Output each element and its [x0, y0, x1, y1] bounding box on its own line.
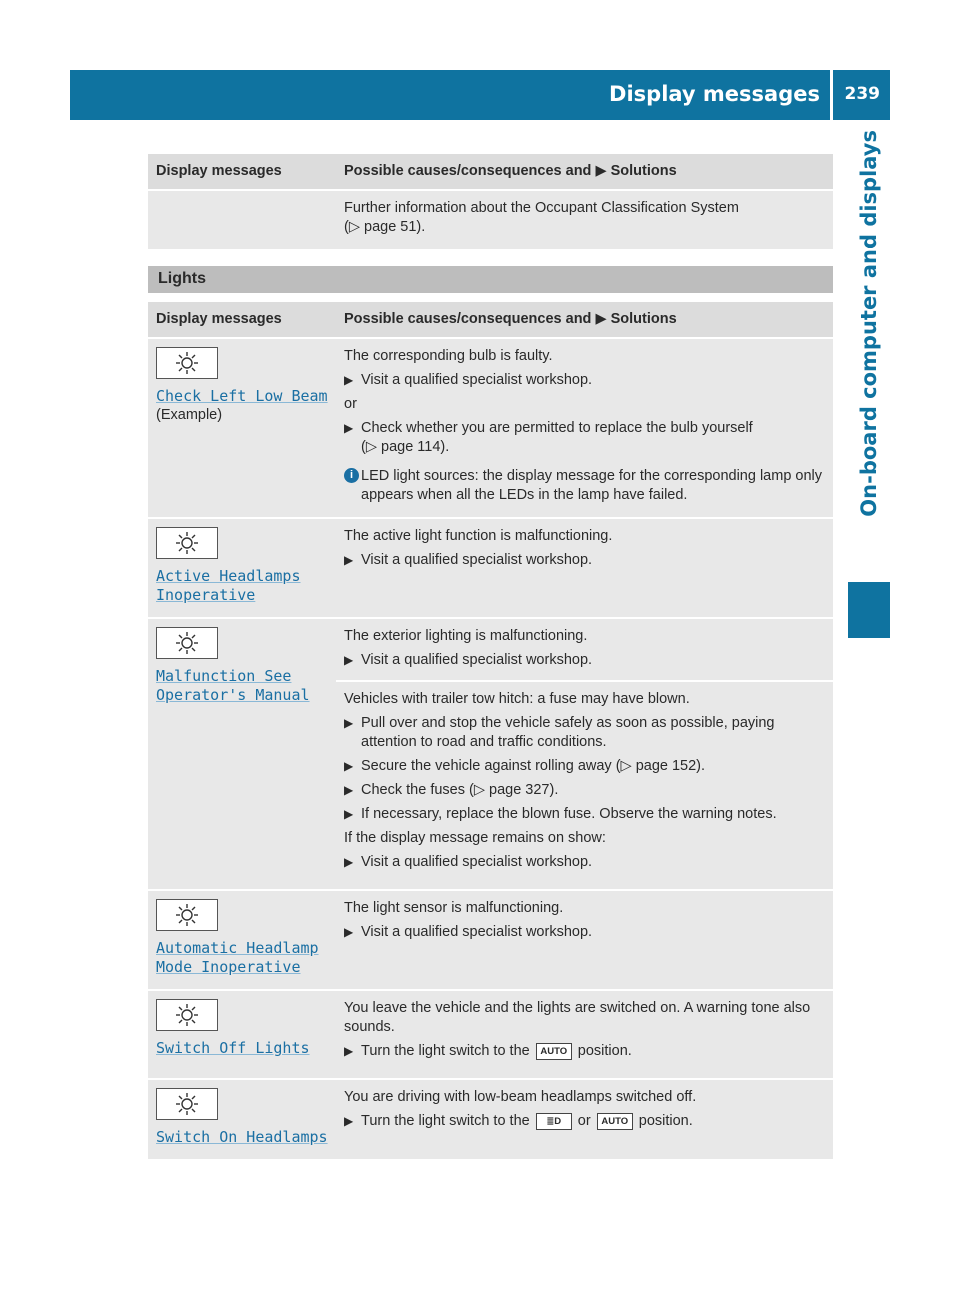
table-row	[148, 1079, 833, 1160]
or-text: or	[344, 396, 357, 412]
bulb-warning-icon	[156, 627, 218, 659]
section-title: Lights	[158, 270, 206, 287]
solution-step: ▶ Turn the light switch to the ≣D or AUTO position.	[344, 1113, 693, 1129]
col-header-messages: Display messages	[148, 302, 336, 338]
solution-cell	[336, 618, 833, 890]
step-arrow-icon: ▶	[344, 783, 354, 797]
continuation-table	[148, 154, 833, 251]
display-message: Operator's Manual	[156, 686, 310, 704]
solution-cell	[336, 1079, 833, 1160]
cell-divider	[336, 680, 833, 682]
cause-text: The exterior lighting is malfunctioning.	[344, 628, 588, 644]
bulb-warning-icon	[156, 1088, 218, 1120]
header-title: Display messages	[609, 82, 820, 106]
lights-table	[148, 302, 833, 1161]
display-message: Switch On Headlamps	[156, 1128, 328, 1146]
low-beam-switch-icon: ≣D	[536, 1113, 572, 1130]
continuation-cell	[336, 190, 833, 250]
message-cell	[148, 338, 336, 518]
table-row	[148, 890, 833, 990]
message-note: (Example)	[156, 407, 223, 423]
step-arrow-icon: ▶	[344, 807, 354, 821]
step-arrow-icon: ▶	[344, 1114, 354, 1128]
display-message: Switch Off Lights	[156, 1039, 310, 1057]
solution-cell	[336, 990, 833, 1079]
auto-switch-icon: AUTO	[597, 1113, 633, 1130]
solution-cell	[336, 518, 833, 618]
step-arrow-icon: ▶	[344, 373, 354, 387]
cause-text: You leave the vehicle and the lights are switched on. A warning tone also sounds.	[344, 1000, 811, 1035]
col-header-solutions: Possible causes/consequences and ▶ Solutions	[336, 302, 833, 338]
bulb-warning-icon	[156, 527, 218, 559]
col-header-messages: Display messages	[148, 154, 336, 190]
display-message: Check Left Low Beam	[156, 387, 328, 405]
bulb-warning-icon	[156, 999, 218, 1031]
solution-step: ▶ Visit a qualified specialist workshop.	[344, 552, 593, 568]
info-icon: i	[344, 468, 359, 483]
solution-step: ▶ If necessary, replace the blown fuse. Observe the warning notes.	[344, 806, 777, 822]
cause-text: The active light function is malfunctioning.	[344, 528, 613, 544]
continuation-line1: Further information about the Occupant Classification System	[344, 200, 739, 216]
display-message: Malfunction See	[156, 667, 292, 685]
solution-step: ▶ Visit a qualified specialist workshop.	[344, 372, 593, 388]
side-tab-marker	[848, 582, 890, 638]
solution-cell	[336, 338, 833, 518]
table-row	[148, 338, 833, 518]
remains-text: If the display message remains on show:	[344, 830, 606, 846]
step-arrow-icon: ▶	[344, 855, 354, 869]
cause-text: You are driving with low-beam headlamps switched off.	[344, 1089, 697, 1105]
display-message: Mode Inoperative	[156, 958, 301, 976]
header-divider	[830, 70, 833, 120]
section-heading	[148, 266, 833, 293]
info-note: i LED light sources: the display message for the corresponding lamp only appears when all the LEDs in the lamp have failed.	[344, 467, 825, 505]
empty-cell	[148, 190, 336, 250]
table-row	[148, 990, 833, 1079]
message-cell	[148, 890, 336, 990]
solution-step: ▶ Check the fuses (▷ page 327).	[344, 782, 559, 798]
continuation-line2: (▷ page 51).	[344, 219, 426, 235]
step-arrow-icon: ▶	[344, 1044, 354, 1058]
cause-text: The corresponding bulb is faulty.	[344, 348, 553, 364]
solution-cell	[336, 890, 833, 990]
table-row	[148, 518, 833, 618]
step-arrow-icon: ▶	[344, 759, 354, 773]
message-cell	[148, 1079, 336, 1160]
page-number: 239	[844, 84, 880, 104]
cause-text: Vehicles with trailer tow hitch: a fuse may have blown.	[344, 691, 690, 707]
solution-step: ▶ Turn the light switch to the AUTO position.	[344, 1043, 632, 1059]
col-header-solutions: Possible causes/consequences and ▶ Solutions	[336, 154, 833, 190]
display-message: Active Headlamps	[156, 567, 301, 585]
solution-step: ▶ Secure the vehicle against rolling away (▷ page 152).	[344, 758, 706, 774]
step-arrow-icon: ▶	[344, 716, 354, 730]
solution-step: ▶ Visit a qualified specialist workshop.	[344, 924, 593, 940]
bulb-warning-icon	[156, 899, 218, 931]
step-arrow-icon: ▶	[344, 553, 354, 567]
bulb-warning-icon	[156, 347, 218, 379]
message-cell	[148, 518, 336, 618]
cause-text: The light sensor is malfunctioning.	[344, 900, 564, 916]
step-arrow-icon: ▶	[344, 925, 354, 939]
display-message: Automatic Headlamp	[156, 939, 319, 957]
message-cell	[148, 618, 336, 890]
display-message: Inoperative	[156, 586, 256, 604]
solution-step: ▶ Visit a qualified specialist workshop.	[344, 652, 593, 668]
solution-step: ▶ Pull over and stop the vehicle safely as soon as possible, paying attention to road and traffic conditions.	[344, 715, 775, 750]
side-tab-label: On-board computer and displays	[857, 130, 881, 517]
page-header	[70, 70, 890, 120]
side-tab	[848, 120, 890, 598]
step-arrow-icon: ▶	[344, 653, 354, 667]
table-row	[148, 618, 833, 890]
auto-switch-icon: AUTO	[536, 1043, 572, 1060]
solution-step: ▶ Visit a qualified specialist workshop.	[344, 854, 593, 870]
message-cell	[148, 990, 336, 1079]
solution-step: ▶ Check whether you are permitted to replace the bulb yourself (▷ page 114).	[344, 420, 753, 455]
step-arrow-icon: ▶	[344, 421, 354, 435]
